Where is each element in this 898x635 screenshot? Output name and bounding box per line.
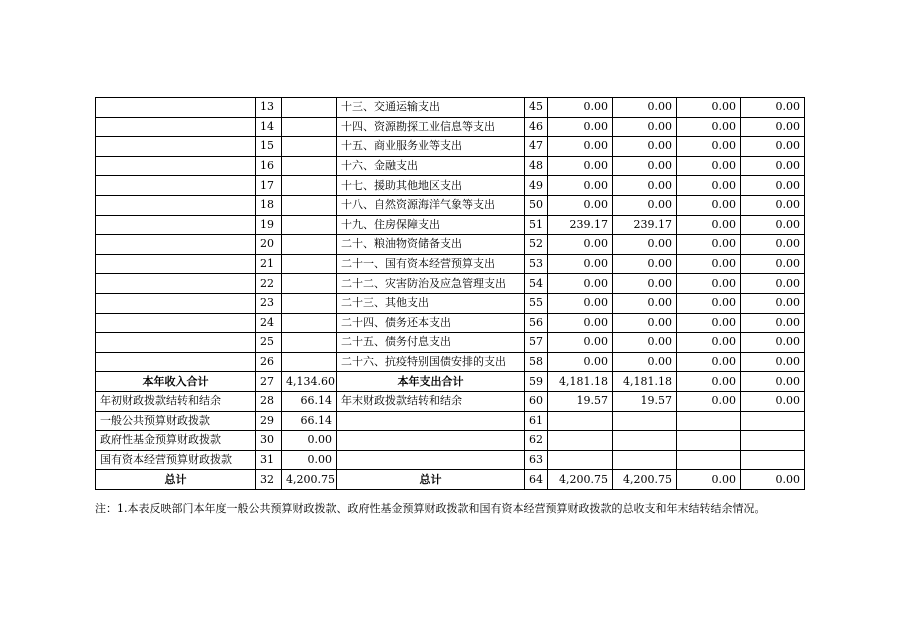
expense-total: 0.00 (548, 195, 613, 215)
income-row-number: 27 (256, 372, 282, 392)
income-amount (282, 352, 337, 372)
income-item-cell: 一般公共预算财政拨款 (96, 411, 256, 431)
table-row (96, 333, 805, 353)
income-row-number: 16 (256, 156, 282, 176)
expense-subtotal-label: 本年支出合计 (337, 372, 525, 392)
expense-item-cell: 十七、援助其他地区支出 (337, 176, 525, 196)
expense-row-number: 61 (525, 411, 548, 431)
expense-government-fund: 0.00 (677, 372, 741, 392)
expense-state-capital: 0.00 (741, 352, 805, 372)
expense-general-budget (613, 431, 677, 451)
income-row-number: 32 (256, 470, 282, 490)
table-row (96, 313, 805, 333)
expense-general-budget: 0.00 (613, 137, 677, 157)
expense-general-budget: 0.00 (613, 274, 677, 294)
income-amount (282, 195, 337, 215)
expense-item-cell: 十四、资源勘探工业信息等支出 (337, 117, 525, 137)
expense-total (548, 450, 613, 470)
expense-state-capital: 0.00 (741, 313, 805, 333)
income-row-number: 29 (256, 411, 282, 431)
income-item-cell (96, 98, 256, 118)
income-amount (282, 98, 337, 118)
expense-total: 0.00 (548, 254, 613, 274)
expense-government-fund: 0.00 (677, 156, 741, 176)
expense-general-budget: 0.00 (613, 176, 677, 196)
expense-general-budget: 0.00 (613, 293, 677, 313)
income-subtotal-label: 本年收入合计 (96, 372, 256, 392)
expense-row-number: 51 (525, 215, 548, 235)
income-item-cell (96, 293, 256, 313)
expense-item-cell: 二十四、债务还本支出 (337, 313, 525, 333)
income-row-number: 24 (256, 313, 282, 333)
income-amount (282, 313, 337, 333)
income-row-number: 20 (256, 235, 282, 255)
expense-item-cell: 二十三、其他支出 (337, 293, 525, 313)
table-row (96, 156, 805, 176)
income-amount (282, 137, 337, 157)
income-row-number: 25 (256, 333, 282, 353)
income-item-cell (96, 176, 256, 196)
expense-state-capital: 0.00 (741, 137, 805, 157)
expense-item-cell: 二十一、国有资本经营预算支出 (337, 254, 525, 274)
expense-row-number: 47 (525, 137, 548, 157)
income-row-number: 19 (256, 215, 282, 235)
income-amount: 4,134.60 (282, 372, 337, 392)
income-item-cell (96, 195, 256, 215)
income-amount (282, 235, 337, 255)
expense-government-fund: 0.00 (677, 274, 741, 294)
expense-row-number: 48 (525, 156, 548, 176)
expense-row-number: 60 (525, 391, 548, 411)
income-item-cell: 国有资本经营预算财政拨款 (96, 450, 256, 470)
income-item-cell (96, 352, 256, 372)
expense-total: 0.00 (548, 98, 613, 118)
expense-row-number: 50 (525, 195, 548, 215)
income-amount: 4,200.75 (282, 470, 337, 490)
income-item-cell (96, 215, 256, 235)
expense-total (548, 431, 613, 451)
income-amount: 0.00 (282, 431, 337, 451)
income-subtotal-row (96, 372, 805, 392)
expense-general-budget: 0.00 (613, 98, 677, 118)
expense-row-number: 52 (525, 235, 548, 255)
income-amount (282, 293, 337, 313)
income-row-number: 18 (256, 195, 282, 215)
expense-item-cell (337, 411, 525, 431)
expense-row-number: 62 (525, 431, 548, 451)
expense-total: 0.00 (548, 313, 613, 333)
income-row-number: 13 (256, 98, 282, 118)
expense-total: 4,181.18 (548, 372, 613, 392)
table-body (96, 98, 805, 490)
expense-government-fund: 0.00 (677, 293, 741, 313)
expense-state-capital: 0.00 (741, 470, 805, 490)
income-row-number: 23 (256, 293, 282, 313)
income-item-cell (96, 313, 256, 333)
income-item-cell (96, 333, 256, 353)
expense-item-cell: 十五、商业服务业等支出 (337, 137, 525, 157)
expense-row-number: 45 (525, 98, 548, 118)
income-item-cell (96, 254, 256, 274)
expense-general-budget: 0.00 (613, 333, 677, 353)
expense-government-fund: 0.00 (677, 235, 741, 255)
expense-item-cell: 十八、自然资源海洋气象等支出 (337, 195, 525, 215)
table-footnote: 注：1.本表反映部门本年度一般公共预算财政拨款、政府性基金预算财政拨款和国有资本经营预算财政拨款的总收支和年末结转结余情况。 (95, 502, 766, 515)
expense-row-number: 55 (525, 293, 548, 313)
expense-state-capital: 0.00 (741, 254, 805, 274)
expense-general-budget: 0.00 (613, 117, 677, 137)
table-row (96, 352, 805, 372)
expense-state-capital (741, 450, 805, 470)
income-amount (282, 176, 337, 196)
carryover-row (96, 391, 805, 411)
expense-state-capital: 0.00 (741, 215, 805, 235)
income-amount (282, 156, 337, 176)
expense-total: 0.00 (548, 235, 613, 255)
table-row (96, 431, 805, 451)
income-grand-total-label: 总计 (96, 470, 256, 490)
expense-general-budget: 0.00 (613, 235, 677, 255)
expense-state-capital: 0.00 (741, 274, 805, 294)
expense-government-fund: 0.00 (677, 352, 741, 372)
expense-government-fund: 0.00 (677, 391, 741, 411)
income-row-number: 22 (256, 274, 282, 294)
table-row (96, 195, 805, 215)
income-amount (282, 215, 337, 235)
table-row (96, 274, 805, 294)
expense-item-cell (337, 431, 525, 451)
income-item-cell (96, 137, 256, 157)
expense-state-capital: 0.00 (741, 372, 805, 392)
expense-total: 0.00 (548, 274, 613, 294)
expense-item-cell: 二十二、灾害防治及应急管理支出 (337, 274, 525, 294)
expense-item-cell: 十六、金融支出 (337, 156, 525, 176)
income-amount (282, 333, 337, 353)
expense-government-fund: 0.00 (677, 195, 741, 215)
expense-total (548, 411, 613, 431)
table-row (96, 117, 805, 137)
expense-row-number: 56 (525, 313, 548, 333)
income-amount: 66.14 (282, 411, 337, 431)
expense-item-cell: 十三、交通运输支出 (337, 98, 525, 118)
expense-row-number: 58 (525, 352, 548, 372)
expense-item-cell: 二十五、债务付息支出 (337, 333, 525, 353)
table-row (96, 215, 805, 235)
expense-grand-total-label: 总计 (337, 470, 525, 490)
expense-row-number: 64 (525, 470, 548, 490)
expense-row-number: 59 (525, 372, 548, 392)
table-row (96, 411, 805, 431)
expense-general-budget: 0.00 (613, 313, 677, 333)
expense-government-fund: 0.00 (677, 98, 741, 118)
expense-general-budget: 4,181.18 (613, 372, 677, 392)
expense-state-capital (741, 411, 805, 431)
expense-state-capital: 0.00 (741, 156, 805, 176)
income-row-number: 31 (256, 450, 282, 470)
expense-government-fund (677, 411, 741, 431)
income-item-cell (96, 235, 256, 255)
expense-state-capital: 0.00 (741, 117, 805, 137)
expense-state-capital: 0.00 (741, 333, 805, 353)
expense-government-fund: 0.00 (677, 313, 741, 333)
expense-item-cell: 年末财政拨款结转和结余 (337, 391, 525, 411)
expense-row-number: 54 (525, 274, 548, 294)
expense-state-capital: 0.00 (741, 391, 805, 411)
expense-general-budget: 19.57 (613, 391, 677, 411)
expense-general-budget: 0.00 (613, 195, 677, 215)
income-row-number: 14 (256, 117, 282, 137)
income-amount (282, 254, 337, 274)
expense-government-fund: 0.00 (677, 470, 741, 490)
expense-state-capital: 0.00 (741, 293, 805, 313)
expense-row-number: 53 (525, 254, 548, 274)
income-row-number: 28 (256, 391, 282, 411)
table-row (96, 98, 805, 118)
income-item-cell (96, 156, 256, 176)
expense-total: 4,200.75 (548, 470, 613, 490)
expense-government-fund: 0.00 (677, 117, 741, 137)
income-row-number: 21 (256, 254, 282, 274)
income-amount (282, 117, 337, 137)
expense-total: 0.00 (548, 117, 613, 137)
expense-row-number: 63 (525, 450, 548, 470)
table-row (96, 176, 805, 196)
table-row (96, 235, 805, 255)
expense-general-budget (613, 411, 677, 431)
income-amount: 0.00 (282, 450, 337, 470)
expense-total: 0.00 (548, 293, 613, 313)
table-row (96, 450, 805, 470)
grand-total-row (96, 470, 805, 490)
table-row (96, 137, 805, 157)
expense-item-cell: 二十六、抗疫特别国债安排的支出 (337, 352, 525, 372)
expense-government-fund: 0.00 (677, 254, 741, 274)
expense-state-capital: 0.00 (741, 176, 805, 196)
income-amount (282, 274, 337, 294)
expense-row-number: 46 (525, 117, 548, 137)
income-item-cell: 年初财政拨款结转和结余 (96, 391, 256, 411)
expense-general-budget: 0.00 (613, 156, 677, 176)
expense-government-fund (677, 450, 741, 470)
expense-general-budget (613, 450, 677, 470)
income-row-number: 30 (256, 431, 282, 451)
table-row (96, 254, 805, 274)
expense-government-fund: 0.00 (677, 137, 741, 157)
expense-row-number: 57 (525, 333, 548, 353)
expense-general-budget: 239.17 (613, 215, 677, 235)
expense-state-capital (741, 431, 805, 451)
expense-total: 0.00 (548, 352, 613, 372)
expense-general-budget: 0.00 (613, 352, 677, 372)
expense-government-fund (677, 431, 741, 451)
income-item-cell (96, 274, 256, 294)
budget-table (95, 97, 805, 490)
expense-total: 0.00 (548, 156, 613, 176)
table-row (96, 293, 805, 313)
income-row-number: 17 (256, 176, 282, 196)
expense-government-fund: 0.00 (677, 176, 741, 196)
expense-item-cell (337, 450, 525, 470)
expense-total: 19.57 (548, 391, 613, 411)
expense-general-budget: 0.00 (613, 254, 677, 274)
income-item-cell (96, 117, 256, 137)
expense-state-capital: 0.00 (741, 98, 805, 118)
expense-total: 0.00 (548, 176, 613, 196)
expense-government-fund: 0.00 (677, 215, 741, 235)
income-item-cell: 政府性基金预算财政拨款 (96, 431, 256, 451)
expense-general-budget: 4,200.75 (613, 470, 677, 490)
income-row-number: 26 (256, 352, 282, 372)
expense-total: 239.17 (548, 215, 613, 235)
expense-total: 0.00 (548, 137, 613, 157)
income-row-number: 15 (256, 137, 282, 157)
expense-total: 0.00 (548, 333, 613, 353)
expense-state-capital: 0.00 (741, 235, 805, 255)
expense-row-number: 49 (525, 176, 548, 196)
expense-item-cell: 十九、住房保障支出 (337, 215, 525, 235)
income-amount: 66.14 (282, 391, 337, 411)
expense-government-fund: 0.00 (677, 333, 741, 353)
expense-state-capital: 0.00 (741, 195, 805, 215)
expense-item-cell: 二十、粮油物资储备支出 (337, 235, 525, 255)
